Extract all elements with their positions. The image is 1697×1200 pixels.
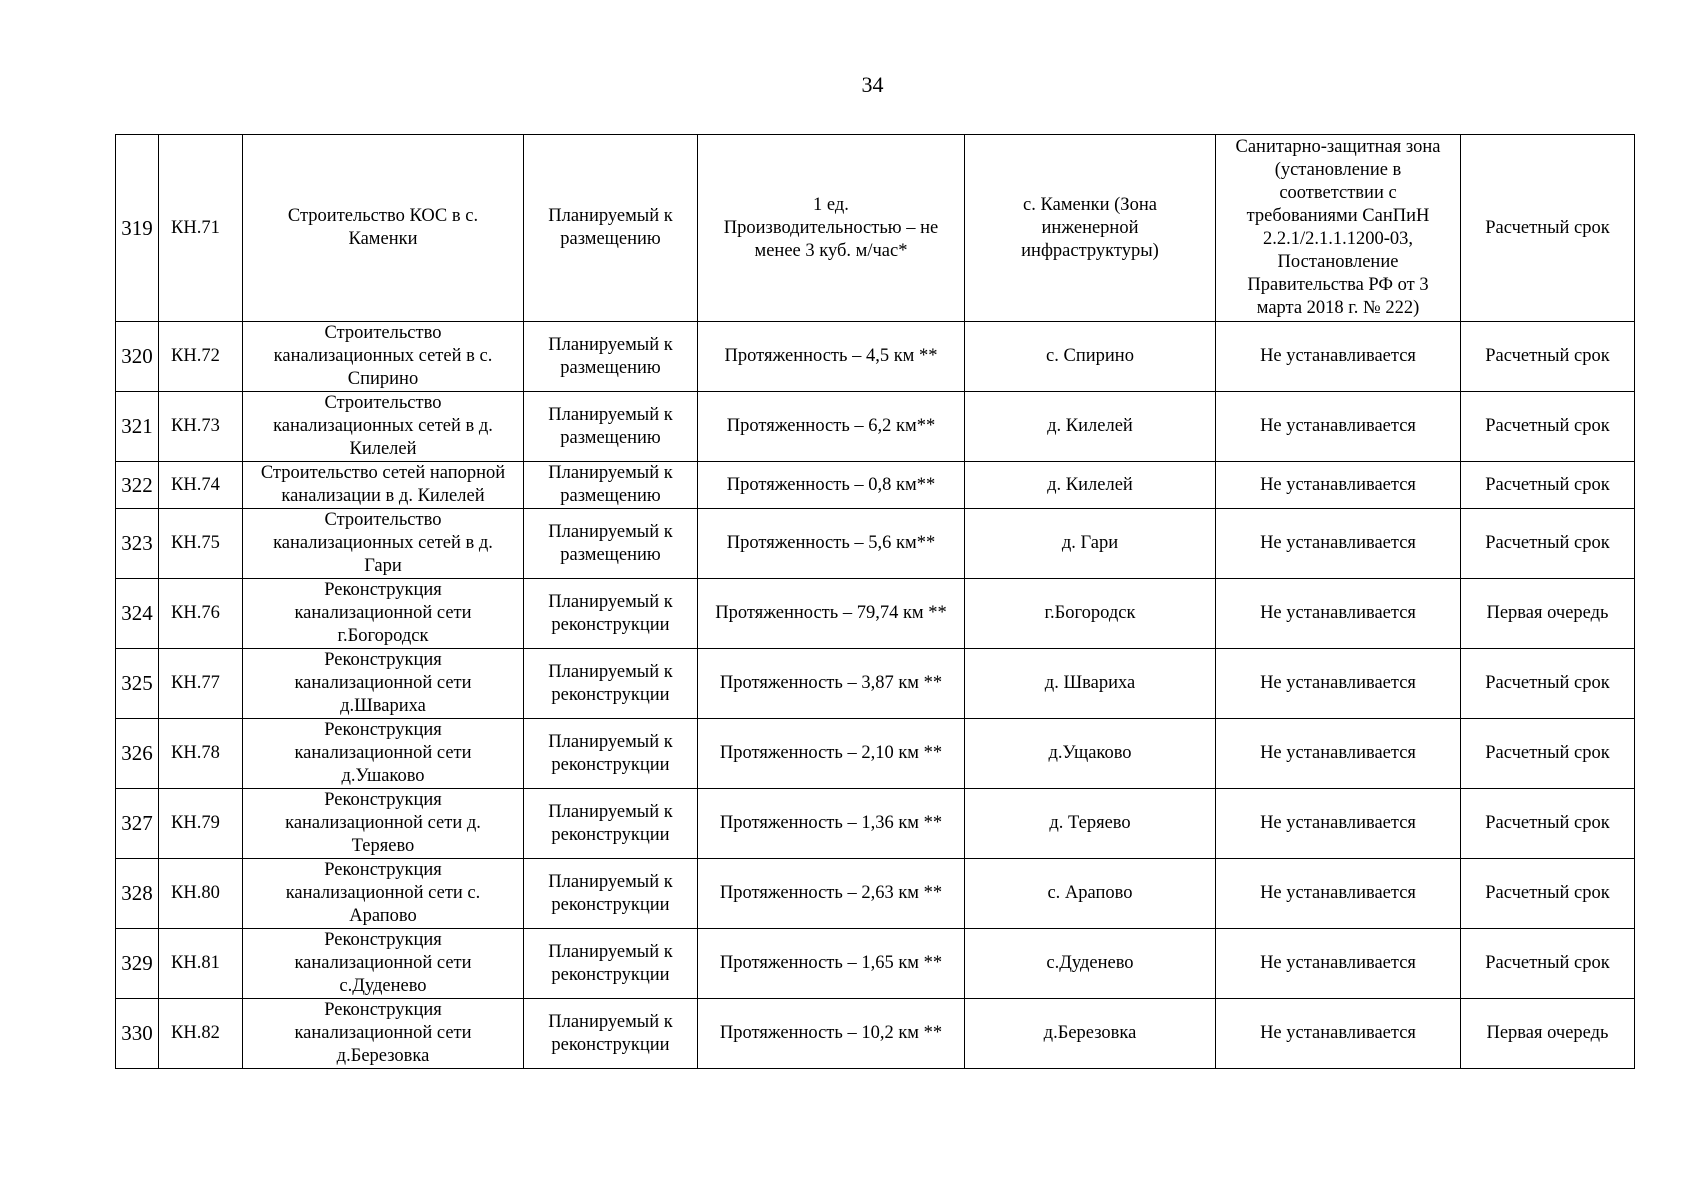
sanitary-zone: Не устанавливается xyxy=(1216,649,1461,719)
object-status: Планируемый к размещению xyxy=(524,392,698,462)
object-code: КН.81 xyxy=(159,929,243,999)
implementation-term: Расчетный срок xyxy=(1461,719,1635,789)
object-name: Реконструкция канализационной сети д.Ушаково xyxy=(243,719,524,789)
sanitary-zone: Не устанавливается xyxy=(1216,322,1461,392)
table-row xyxy=(116,649,1635,719)
object-code: КН.80 xyxy=(159,859,243,929)
row-number: 322 xyxy=(116,462,159,509)
object-characteristics: Протяженность – 5,6 км** xyxy=(698,509,965,579)
sanitary-zone: Не устанавливается xyxy=(1216,509,1461,579)
object-location: д. Гари xyxy=(965,509,1216,579)
object-code: КН.72 xyxy=(159,322,243,392)
row-number: 329 xyxy=(116,929,159,999)
row-number: 328 xyxy=(116,859,159,929)
object-status: Планируемый к реконструкции xyxy=(524,789,698,859)
object-name: Реконструкция канализационной сети д.Березовка xyxy=(243,999,524,1069)
object-status: Планируемый к реконструкции xyxy=(524,929,698,999)
object-status: Планируемый к размещению xyxy=(524,322,698,392)
row-number: 330 xyxy=(116,999,159,1069)
object-status: Планируемый к размещению xyxy=(524,135,698,322)
sanitary-zone: Не устанавливается xyxy=(1216,719,1461,789)
table-row xyxy=(116,509,1635,579)
table-row xyxy=(116,392,1635,462)
object-characteristics: Протяженность – 0,8 км** xyxy=(698,462,965,509)
object-location: с. Каменки (Зона инженерной инфраструктуры) xyxy=(965,135,1216,322)
table-row xyxy=(116,929,1635,999)
object-characteristics: Протяженность – 4,5 км ** xyxy=(698,322,965,392)
row-number: 326 xyxy=(116,719,159,789)
table-row xyxy=(116,789,1635,859)
object-characteristics: Протяженность – 1,36 км ** xyxy=(698,789,965,859)
object-code: КН.79 xyxy=(159,789,243,859)
object-characteristics: Протяженность – 79,74 км ** xyxy=(698,579,965,649)
row-number: 320 xyxy=(116,322,159,392)
object-name: Реконструкция канализационной сети д.Швариха xyxy=(243,649,524,719)
row-number: 327 xyxy=(116,789,159,859)
row-number: 319 xyxy=(116,135,159,322)
object-code: КН.76 xyxy=(159,579,243,649)
object-code: КН.77 xyxy=(159,649,243,719)
object-status: Планируемый к реконструкции xyxy=(524,719,698,789)
object-name: Реконструкция канализационной сети г.Богородск xyxy=(243,579,524,649)
implementation-term: Расчетный срок xyxy=(1461,322,1635,392)
object-code: КН.74 xyxy=(159,462,243,509)
object-name: Строительство КОС в с. Каменки xyxy=(243,135,524,322)
row-number: 321 xyxy=(116,392,159,462)
object-status: Планируемый к реконструкции xyxy=(524,579,698,649)
object-location: д.Ущаково xyxy=(965,719,1216,789)
object-characteristics: Протяженность – 2,10 км ** xyxy=(698,719,965,789)
object-status: Планируемый к реконструкции xyxy=(524,999,698,1069)
object-code: КН.75 xyxy=(159,509,243,579)
object-code: КН.82 xyxy=(159,999,243,1069)
object-status: Планируемый к размещению xyxy=(524,462,698,509)
object-characteristics: Протяженность – 10,2 км ** xyxy=(698,999,965,1069)
object-name: Строительство канализационных сетей в с. Спирино xyxy=(243,322,524,392)
object-characteristics: Протяженность – 6,2 км** xyxy=(698,392,965,462)
object-name: Реконструкция канализационной сети с. Арапово xyxy=(243,859,524,929)
table-body xyxy=(116,135,1635,1069)
implementation-term: Первая очередь xyxy=(1461,999,1635,1069)
implementation-term: Расчетный срок xyxy=(1461,392,1635,462)
object-characteristics: Протяженность – 3,87 км ** xyxy=(698,649,965,719)
sanitary-zone: Не устанавливается xyxy=(1216,859,1461,929)
implementation-term: Расчетный срок xyxy=(1461,859,1635,929)
object-status: Планируемый к реконструкции xyxy=(524,859,698,929)
implementation-term: Первая очередь xyxy=(1461,579,1635,649)
object-location: д. Швариха xyxy=(965,649,1216,719)
object-location: д. Килелей xyxy=(965,392,1216,462)
sanitary-zone: Не устанавливается xyxy=(1216,929,1461,999)
object-name: Строительство канализационных сетей в д. Килелей xyxy=(243,392,524,462)
sanitary-zone: Не устанавливается xyxy=(1216,392,1461,462)
table-row xyxy=(116,719,1635,789)
object-location: д. Теряево xyxy=(965,789,1216,859)
row-number: 325 xyxy=(116,649,159,719)
object-code: КН.78 xyxy=(159,719,243,789)
table-row xyxy=(116,322,1635,392)
implementation-term: Расчетный срок xyxy=(1461,789,1635,859)
implementation-term: Расчетный срок xyxy=(1461,462,1635,509)
object-location: д.Березовка xyxy=(965,999,1216,1069)
table-row xyxy=(116,859,1635,929)
table-row xyxy=(116,135,1635,322)
object-code: КН.71 xyxy=(159,135,243,322)
object-location: с.Дуденево xyxy=(965,929,1216,999)
object-characteristics: 1 ед. Производительностью – не менее 3 куб. м/час* xyxy=(698,135,965,322)
object-status: Планируемый к размещению xyxy=(524,509,698,579)
object-location: с. Спирино xyxy=(965,322,1216,392)
implementation-term: Расчетный срок xyxy=(1461,649,1635,719)
object-characteristics: Протяженность – 1,65 км ** xyxy=(698,929,965,999)
object-name: Реконструкция канализационной сети д. Теряево xyxy=(243,789,524,859)
objects-table xyxy=(115,134,1635,1069)
implementation-term: Расчетный срок xyxy=(1461,135,1635,322)
object-location: с. Арапово xyxy=(965,859,1216,929)
table-row xyxy=(116,579,1635,649)
table-row xyxy=(116,462,1635,509)
sanitary-zone: Не устанавливается xyxy=(1216,462,1461,509)
sanitary-zone: Не устанавливается xyxy=(1216,789,1461,859)
object-characteristics: Протяженность – 2,63 км ** xyxy=(698,859,965,929)
row-number: 324 xyxy=(116,579,159,649)
sanitary-zone: Санитарно-защитная зона (установление в соответствии с требованиями СанПиН 2.2.1/2.1.1.1200-03, Постановление Правительства РФ от 3 марта 2018 г. № 222) xyxy=(1216,135,1461,322)
object-location: г.Богородск xyxy=(965,579,1216,649)
object-name: Реконструкция канализационной сети с.Дуденево xyxy=(243,929,524,999)
sanitary-zone: Не устанавливается xyxy=(1216,579,1461,649)
sanitary-zone: Не устанавливается xyxy=(1216,999,1461,1069)
implementation-term: Расчетный срок xyxy=(1461,929,1635,999)
page-number: 34 xyxy=(861,72,884,97)
object-status: Планируемый к реконструкции xyxy=(524,649,698,719)
table-row xyxy=(116,999,1635,1069)
object-name: Строительство сетей напорной канализации в д. Килелей xyxy=(243,462,524,509)
object-location: д. Килелей xyxy=(965,462,1216,509)
object-name: Строительство канализационных сетей в д. Гари xyxy=(243,509,524,579)
object-code: КН.73 xyxy=(159,392,243,462)
implementation-term: Расчетный срок xyxy=(1461,509,1635,579)
row-number: 323 xyxy=(116,509,159,579)
